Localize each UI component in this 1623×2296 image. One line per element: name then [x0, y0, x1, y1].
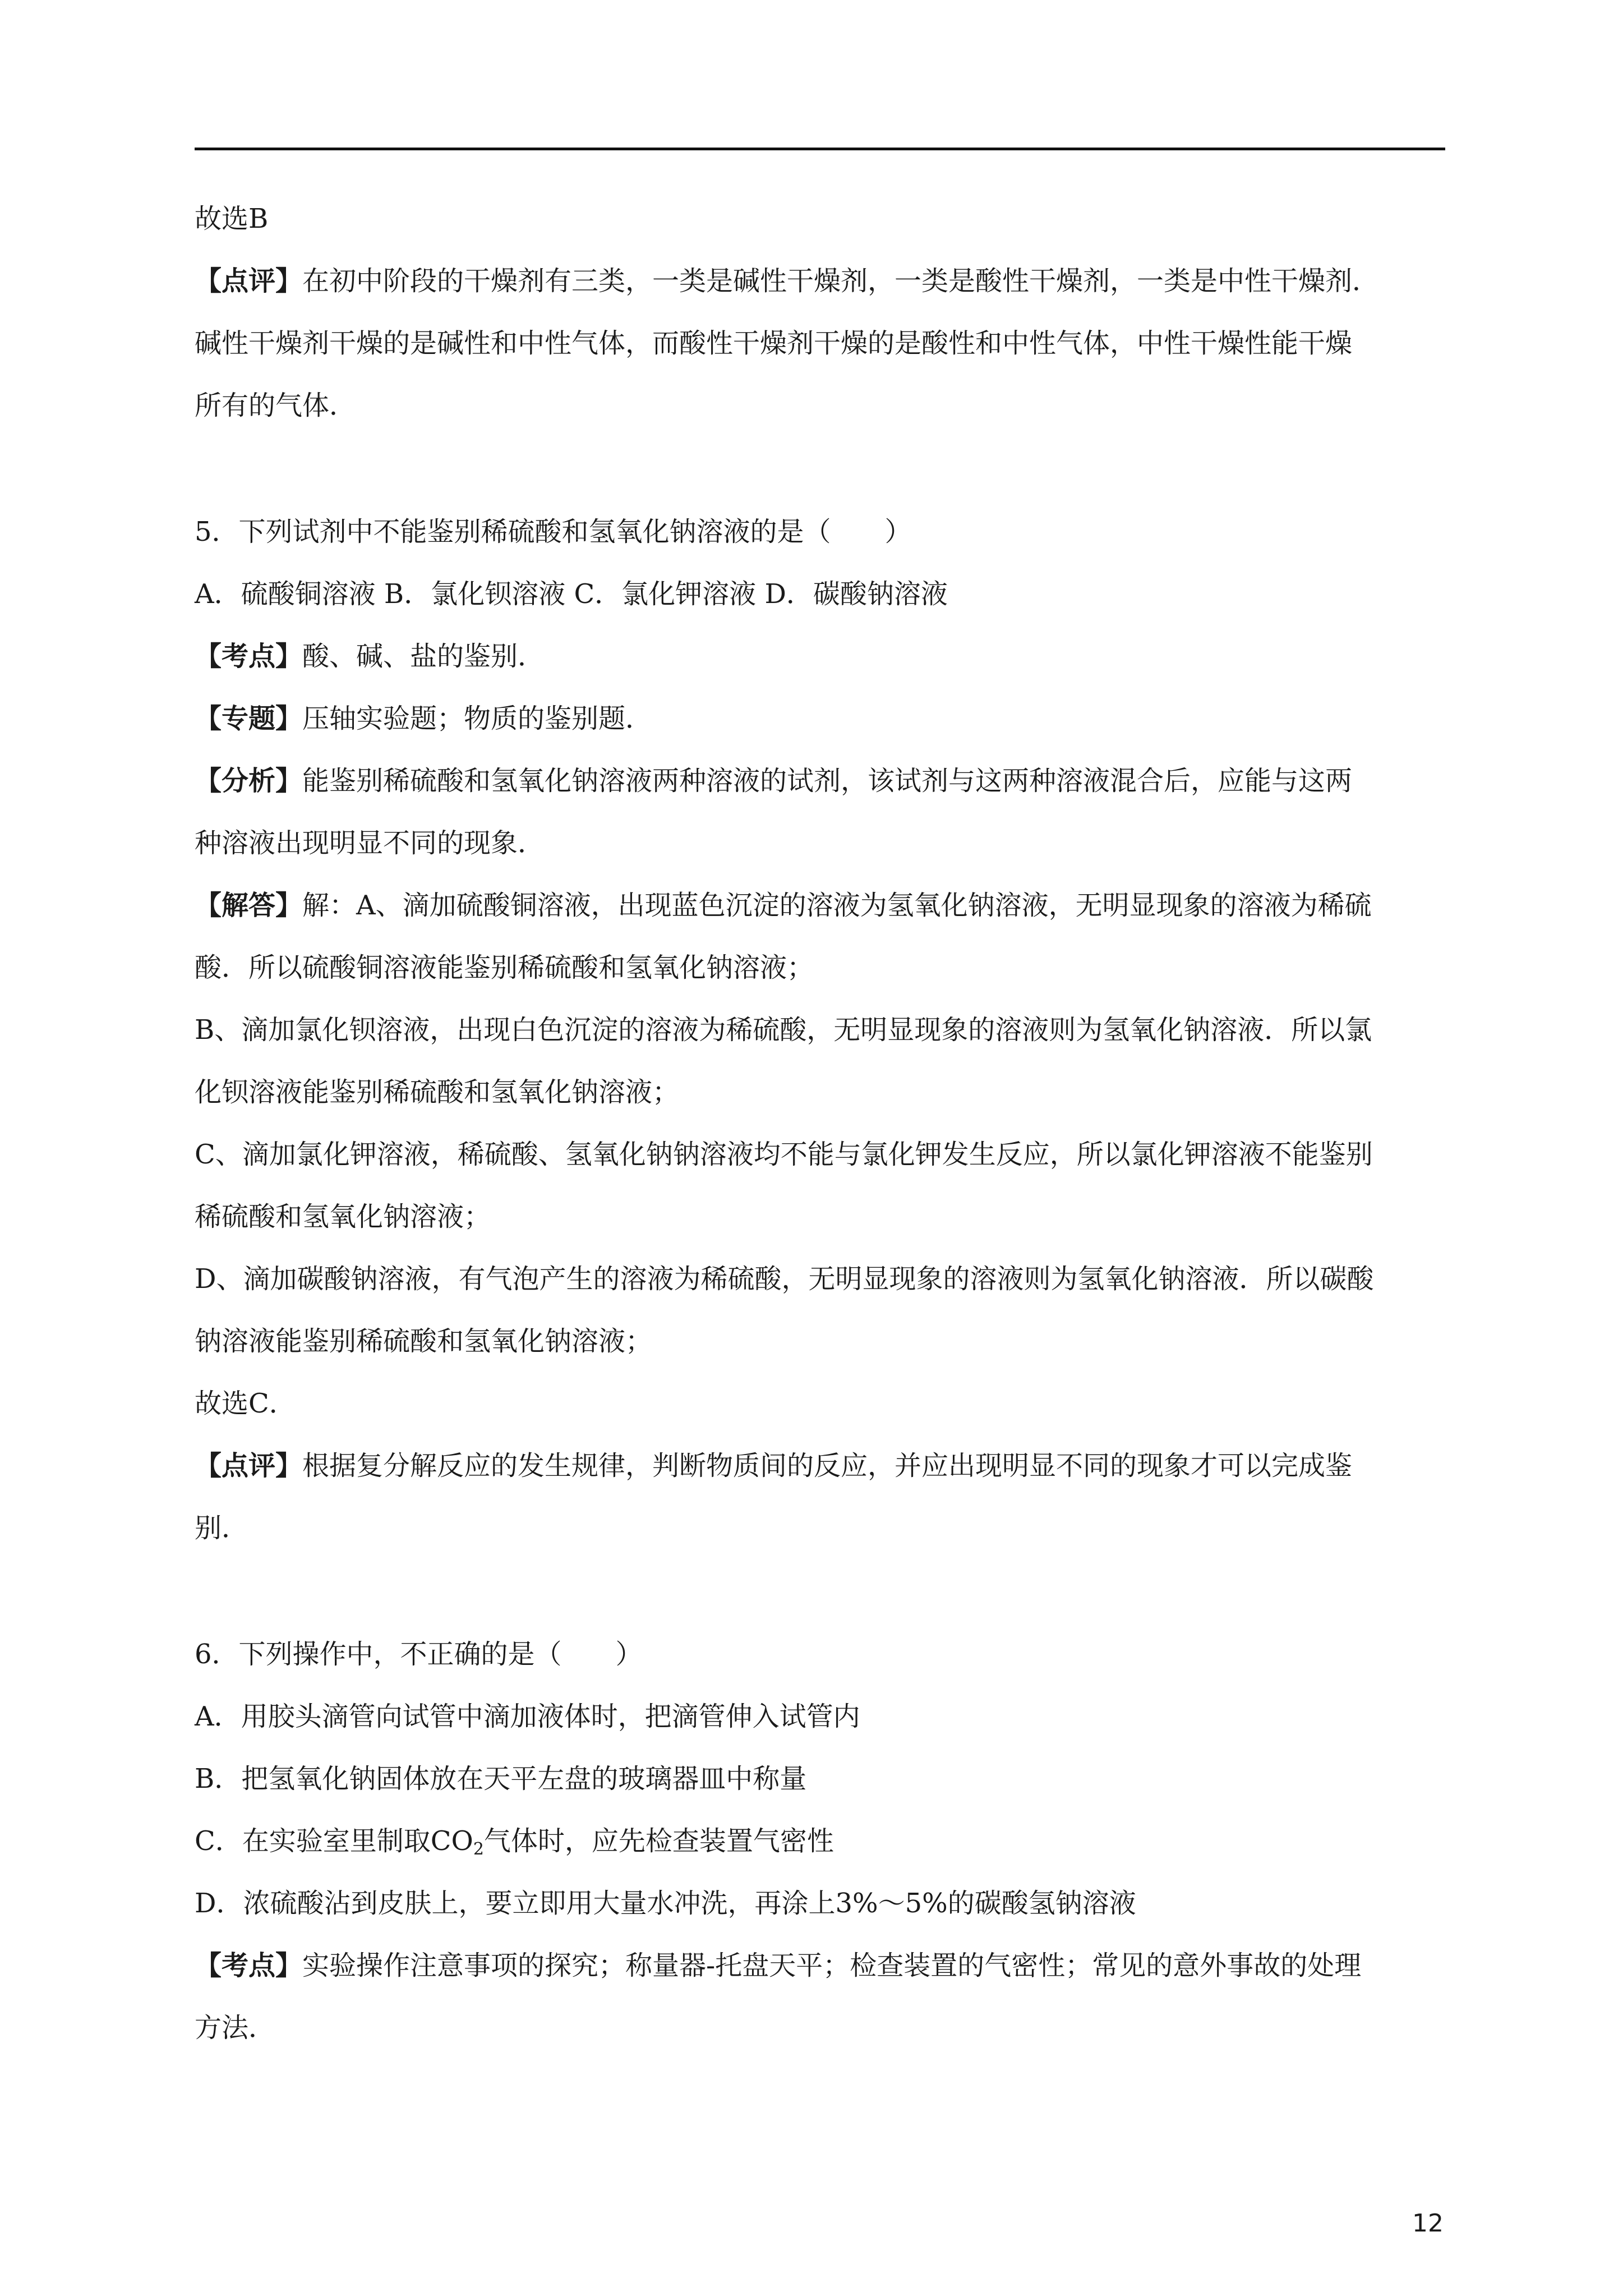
- question-options: A．硫酸铜溶液 B．氯化钡溶液 C．氯化钾溶液 D．碳酸钠溶液: [195, 578, 948, 610]
- question-option: [195, 1824, 1445, 1858]
- subscript: 2: [473, 1839, 484, 1859]
- jieda-line: B、滴加氯化钡溶液，出现白色沉淀的溶液为稀硫酸，无明显现象的溶液则为氢氧化钠溶液．所以氯: [195, 1014, 1372, 1046]
- comment-line: 所有的气体．: [195, 390, 357, 421]
- section-label: 【解答】: [195, 890, 303, 921]
- jieda-line: 稀硫酸和氢氧化钠溶液；: [195, 1201, 491, 1232]
- comment-line: [195, 264, 1445, 298]
- dianping-line: 别．: [195, 1512, 249, 1544]
- question-stem: 5．下列试剂中不能鉴别稀硫酸和氢氧化钠溶液的是（ ）: [195, 516, 912, 547]
- answer-line: 故选B: [195, 203, 269, 234]
- fenxi-line: 种溶液出现明显不同的现象．: [195, 827, 545, 859]
- zhuanti-line: [195, 702, 1445, 735]
- question-option: D．浓硫酸沾到皮肤上，要立即用大量水冲洗，再涂上3%～5%的碳酸氢钠溶液: [195, 1888, 1136, 1919]
- jieda-line: C、滴加氯化钾溶液，稀硫酸、氢氧化钠钠溶液均不能与氯化钾发生反应，所以氯化钾溶液不能鉴别: [195, 1139, 1373, 1170]
- section-label: 【考点】: [195, 641, 303, 672]
- section-text: 压轴实验题；物质的鉴别题．: [302, 703, 653, 734]
- question-option: B．把氢氧化钠固体放在天平左盘的玻璃器皿中称量: [195, 1763, 807, 1795]
- option-text-after: 气体时，应先检查装置气密性: [483, 1825, 834, 1857]
- jieda-line: 化钡溶液能鉴别稀硫酸和氢氧化钠溶液；: [195, 1076, 680, 1108]
- question-stem: 6．下列操作中，不正确的是（ ）: [195, 1639, 643, 1670]
- option-text-before: C．在实验室里制取CO: [195, 1825, 473, 1857]
- fenxi-line: [195, 764, 1445, 798]
- jieda-line: [195, 889, 1445, 922]
- section-label: 【专题】: [195, 703, 303, 734]
- section-label: 【点评】: [195, 1450, 303, 1481]
- kaodian-line: [195, 639, 1445, 673]
- jieda-line: 酸．所以硫酸铜溶液能鉴别稀硫酸和氢氧化钠溶液；: [195, 952, 814, 983]
- section-label: 【点评】: [195, 265, 303, 297]
- section-text: 能鉴别稀硫酸和氢氧化钠溶液两种溶液的试剂，该试剂与这两种溶液混合后，应能与这两: [302, 765, 1353, 797]
- section-text: 在初中阶段的干燥剂有三类，一类是碱性干燥剂，一类是酸性干燥剂，一类是中性干燥剂．: [302, 265, 1380, 297]
- jieda-line: D、滴加碳酸钠溶液，有气泡产生的溶液为稀硫酸，无明显现象的溶液则为氢氧化钠溶液．所以碳酸: [195, 1263, 1374, 1295]
- section-label: 【分析】: [195, 765, 303, 797]
- comment-line: 碱性干燥剂干燥的是碱性和中性气体，而酸性干燥剂干燥的是酸性和中性气体，中性干燥性能干燥: [195, 328, 1353, 359]
- section-label: 【考点】: [195, 1950, 303, 1981]
- section-text: 根据复分解反应的发生规律，判断物质间的反应，并应出现明显不同的现象才可以完成鉴: [302, 1450, 1353, 1481]
- dianping-line: [195, 1449, 1445, 1483]
- kaodian-line: [195, 1949, 1445, 1982]
- section-text: 酸、碱、盐的鉴别．: [302, 641, 545, 672]
- kaodian-line: 方法．: [195, 2012, 276, 2044]
- section-text: 实验操作注意事项的探究；称量器-托盘天平；检查装置的气密性；常见的意外事故的处理: [302, 1950, 1362, 1981]
- page-number: 12: [1412, 2209, 1444, 2238]
- page-body: [195, 202, 1445, 2045]
- section-text: 解：A、滴加硫酸铜溶液，出现蓝色沉淀的溶液为氢氧化钠溶液，无明显现象的溶液为稀硫: [302, 890, 1372, 921]
- jieda-line: 钠溶液能鉴别稀硫酸和氢氧化钠溶液；: [195, 1326, 653, 1357]
- header-rule: [195, 148, 1445, 150]
- question-option: A．用胶头滴管向试管中滴加液体时，把滴管伸入试管内: [195, 1701, 860, 1732]
- answer-line: 故选C．: [195, 1388, 296, 1419]
